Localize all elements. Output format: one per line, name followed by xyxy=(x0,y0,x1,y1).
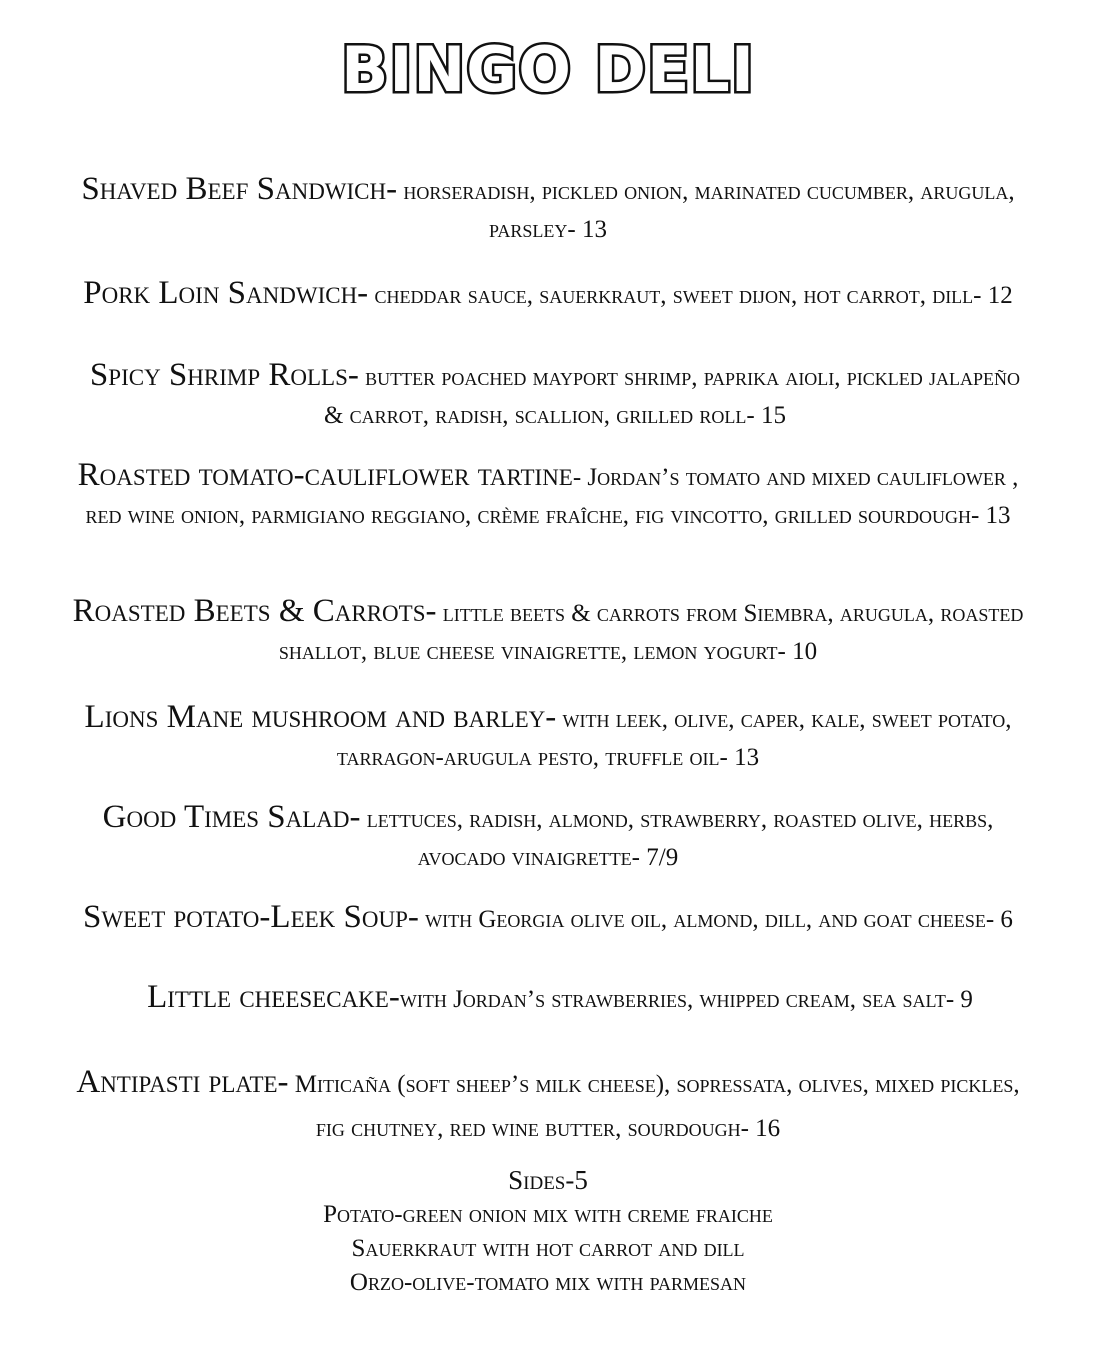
menu-item-antipasti xyxy=(70,1060,1026,1151)
menu-item-name: Antipasti plate- xyxy=(76,1064,289,1100)
menu-item-description: horseradish, pickled onion, marinated cucumber, arugula, parsley- 13 xyxy=(397,178,1015,243)
menu-item-good-times-salad xyxy=(60,798,1036,877)
side-item: Sauerkraut with hot carrot and dill xyxy=(351,1235,745,1262)
menu-item-name: Lions Mane mushroom and barley- xyxy=(84,699,557,735)
menu-item-description: cheddar sauce, sauerkraut, sweet dijon, hot carrot, dill- 12 xyxy=(368,282,1013,309)
menu-item-cheesecake xyxy=(110,978,1010,1019)
menu-item-spicy-shrimp xyxy=(80,356,1030,435)
menu-item-name: Shaved Beef Sandwich- xyxy=(81,171,398,207)
menu-item-shaved-beef xyxy=(60,170,1036,249)
menu-item-lions-mane xyxy=(60,698,1036,777)
menu-item-description: Miticaña (soft sheep’s milk cheese), sopressata, olives, mixed pickles, fig chutney, red wine butter, sourdough- 16 xyxy=(288,1071,1020,1142)
restaurant-title: BINGO DELI xyxy=(341,33,755,106)
menu-item-tomato-tartine xyxy=(60,456,1036,535)
menu-item-name: Little cheesecake- xyxy=(147,979,400,1015)
menu-item-description: with Jordan’s strawberries, whipped cream, sea salt- 9 xyxy=(399,986,973,1013)
menu-item-beets-carrots xyxy=(60,592,1036,671)
menu-item-name: Spicy Shrimp Rolls- xyxy=(89,357,359,393)
side-item: Potato-green onion mix with creme fraiche xyxy=(323,1201,773,1228)
menu-item-soup xyxy=(60,898,1036,939)
sides-section xyxy=(0,1162,1096,1300)
side-item: Orzo-olive-tomato mix with parmesan xyxy=(349,1269,747,1296)
menu-item-name: Good Times Salad- xyxy=(102,799,361,835)
menu-item-description: - Jordan’s tomato and mixed cauliflower , red wine onion, parmigiano reggiano, crème fraîche, fig vincotto, grilled sourdough- 13 xyxy=(85,464,1019,529)
menu-item-description: butter poached mayport shrimp, paprika aioli, pickled jalapeño & carrot, radish, scallion, grilled roll- 15 xyxy=(323,364,1021,429)
menu-item-pork-loin xyxy=(60,274,1036,315)
menu-item-name: Roasted tomato-cauliflower tartine xyxy=(77,457,573,493)
menu-item-description: little beets & carrots from Siembra, arugula, roasted shallot, blue cheese vinaigrette, lemon yogurt- 10 xyxy=(278,600,1024,665)
menu-item-name: Pork Loin Sandwich- xyxy=(83,275,369,311)
menu-item-name: Sweet potato-Leek Soup- xyxy=(83,899,419,935)
menu-item-description: with leek, olive, caper, kale, sweet potato, tarragon-arugula pesto, truffle oil- 13 xyxy=(336,706,1012,771)
menu-item-description: lettuces, radish, almond, strawberry, roasted olive, herbs, avocado vinaigrette- 7/9 xyxy=(360,806,994,871)
menu-item-description: with Georgia olive oil, almond, dill, and goat cheese- 6 xyxy=(418,906,1013,933)
sides-heading: Sides-5 xyxy=(508,1165,588,1195)
menu-item-name: Roasted Beets & Carrots- xyxy=(72,593,437,629)
